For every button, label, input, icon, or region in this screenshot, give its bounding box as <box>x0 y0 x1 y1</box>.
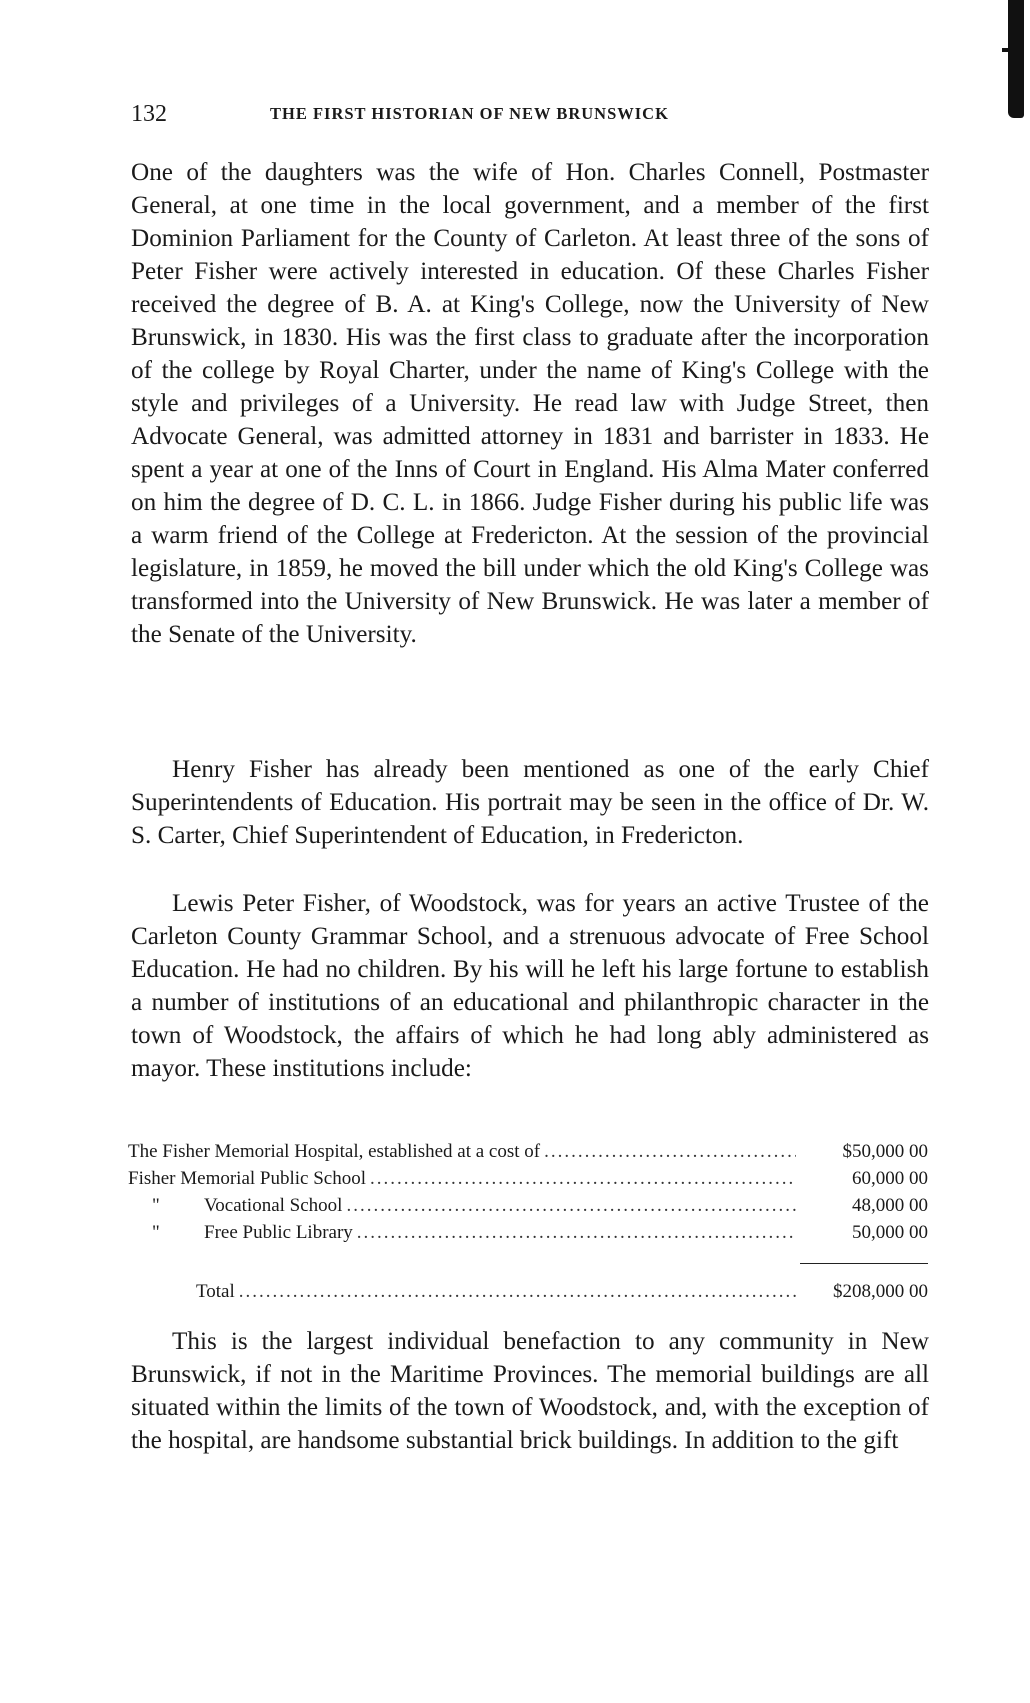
total-rule <box>800 1263 928 1264</box>
page-edge-mark <box>1008 0 1024 118</box>
paragraph-lewis-peter-fisher <box>131 887 929 1085</box>
paragraph-henry-fisher <box>131 753 929 852</box>
table-row <box>128 1138 928 1165</box>
dot-leader <box>346 1192 796 1219</box>
ditto-mark: " <box>152 1195 160 1216</box>
page-number: 132 <box>131 101 167 127</box>
paragraph-charles-fisher <box>131 156 929 651</box>
page-edge-speck <box>1002 48 1008 52</box>
total-amount: $208,000 00 <box>833 1281 928 1302</box>
running-title: THE FIRST HISTORIAN OF NEW BRUNSWICK <box>270 104 669 123</box>
institution-amount: 50,000 00 <box>852 1222 928 1243</box>
table-row <box>128 1165 928 1192</box>
paragraph-text: One of the daughters was the wife of Hon. Charles Connell, Postmaster General, at one time in the local government, and a member of the first Dominion Parliament for the County of Carleton. At least three of the sons of Peter Fisher were actively interested in education. Of these Charles Fisher received the degree of B. A. at King's College, now the University of New Brunswick, in 1830. His was the first class to graduate after the incorporation of the college by Royal Charter, under the name of King's College with the style and privileges of a University. He read law with Judge Street, then Advocate General, was admitted attorney in 1831 and barrister in 1833. He spent a year at one of the Inns of Court in England. His Alma Mater conferred on him the degree of D. C. L. in 1866. Judge Fisher during his public life was a warm friend of the College at Fredericton. At the session of the provincial legislature, in 1859, he moved the bill under which the old King's College was transformed into the University of New Brunswick. He was later a member of the Senate of the University. <box>131 159 929 648</box>
table-row <box>128 1192 928 1219</box>
institution-label: Vocational School <box>204 1195 343 1216</box>
dot-leader <box>239 1278 796 1305</box>
paragraph-text: Henry Fisher has already been mentioned as one of the early Chief Superintendents of Education. His portrait may be seen in the office of Dr. W. S. Carter, Chief Superintendent of Education, in Fredericton. <box>131 756 929 849</box>
dot-leader <box>357 1219 796 1246</box>
institution-amount: $50,000 00 <box>842 1141 928 1162</box>
institution-amount: 60,000 00 <box>852 1168 928 1189</box>
paragraph-text: Lewis Peter Fisher, of Woodstock, was for years an active Trustee of the Carleton County Grammar School, and a strenuous advocate of Free School Education. He had no children. By his will he left his large fortune to establish a number of institutions of an educational and philanthropic character in the town of Woodstock, the affairs of which he had long ably administered as mayor. These institutions include: <box>131 890 929 1082</box>
paragraph-benefaction <box>131 1325 929 1457</box>
institution-label: The Fisher Memorial Hospital, established at a cost of <box>128 1141 541 1162</box>
table-total-row <box>196 1278 928 1305</box>
dot-leader <box>370 1165 796 1192</box>
total-label: Total <box>196 1281 235 1302</box>
paragraph-text: This is the largest individual benefaction to any community in New Brunswick, if not in the Maritime Provinces. The memorial buildings are all situated within the limits of the town of Woodstock, and, with the exception of the hospital, are handsome substantial brick buildings. In addition to the gift <box>131 1328 929 1454</box>
institutions-cost-table <box>128 1138 928 1302</box>
dot-leader <box>544 1138 796 1165</box>
institution-label: Free Public Library <box>204 1222 353 1243</box>
institution-amount: 48,000 00 <box>852 1195 928 1216</box>
page-header <box>131 99 931 129</box>
institution-label: Fisher Memorial Public School <box>128 1168 367 1189</box>
table-row <box>128 1219 928 1246</box>
ditto-mark: " <box>152 1222 160 1243</box>
